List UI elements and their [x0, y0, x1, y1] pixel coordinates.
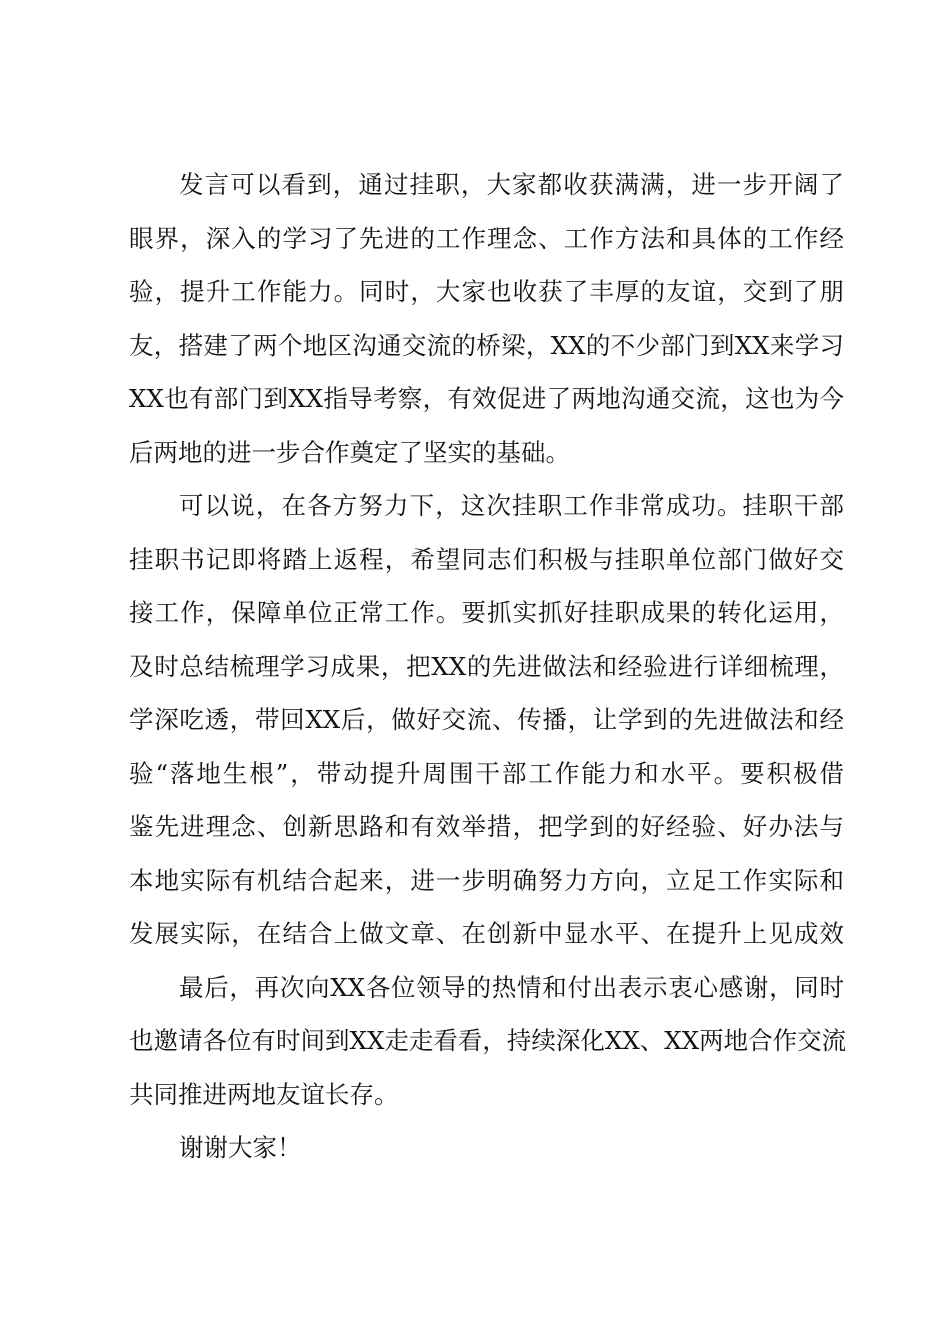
- text-line: 共同推进两地友谊长存。: [129, 1079, 399, 1109]
- text-line: 友，搭建了两个地区沟通交流的桥梁，XX的不少部门到XX来学习: [129, 330, 844, 360]
- document-body: [129, 158, 847, 1175]
- text-line: 发展实际，在结合上做文章、在创新中显水平、在提升上见成效: [129, 919, 844, 948]
- text-line: 鉴先进理念、创新思路和有效举措，把学到的好经验、好办法与: [129, 812, 844, 841]
- text-line: 也邀请各位有时间到XX走走看看，持续深化XX、XX两地合作交流: [129, 1026, 847, 1055]
- text-line: XX也有部门到XX指导考察，有效促进了两地沟通交流，这也为今: [129, 384, 844, 413]
- text-line: 本地实际有机结合起来，进一步明确努力方向，立足工作实际和: [129, 865, 844, 895]
- text-line: 接工作，保障单位正常工作。要抓实抓好挂职成果的转化运用，: [129, 598, 844, 627]
- text-line: 发言可以看到，通过挂职，大家都收获满满，进一步开阔了: [179, 170, 844, 199]
- text-line: 可以说，在各方努力下，这次挂职工作非常成功。挂职干部: [179, 491, 844, 520]
- paragraph-3: [129, 961, 847, 1122]
- text-line: 后两地的进一步合作奠定了坚实的基础。: [129, 437, 570, 467]
- text-line: 挂职书记即将踏上返程，希望同志们积极与挂职单位部门做好交: [129, 544, 844, 574]
- text-line: 及时总结梳理学习成果，把XX的先进做法和经验进行详细梳理，: [129, 651, 844, 681]
- text-line: 眼界，深入的学习了先进的工作理念、工作方法和具体的工作经: [129, 223, 844, 253]
- text-line: 验，提升工作能力。同时，大家也收获了丰厚的友谊，交到了朋: [129, 277, 844, 306]
- paragraph-1: [129, 158, 844, 479]
- paragraph-2: [129, 479, 844, 961]
- closing-line: 谢谢大家！: [179, 1133, 302, 1162]
- text-line: 验“落地生根”，带动提升周围干部工作能力和水平。要积极借: [129, 758, 844, 788]
- text-line: 最后，再次向XX各位领导的热情和付出表示衷心感谢，同时: [179, 972, 844, 1002]
- text-line: 学深吃透，带回XX后，做好交流、传播，让学到的先进做法和经: [129, 705, 844, 734]
